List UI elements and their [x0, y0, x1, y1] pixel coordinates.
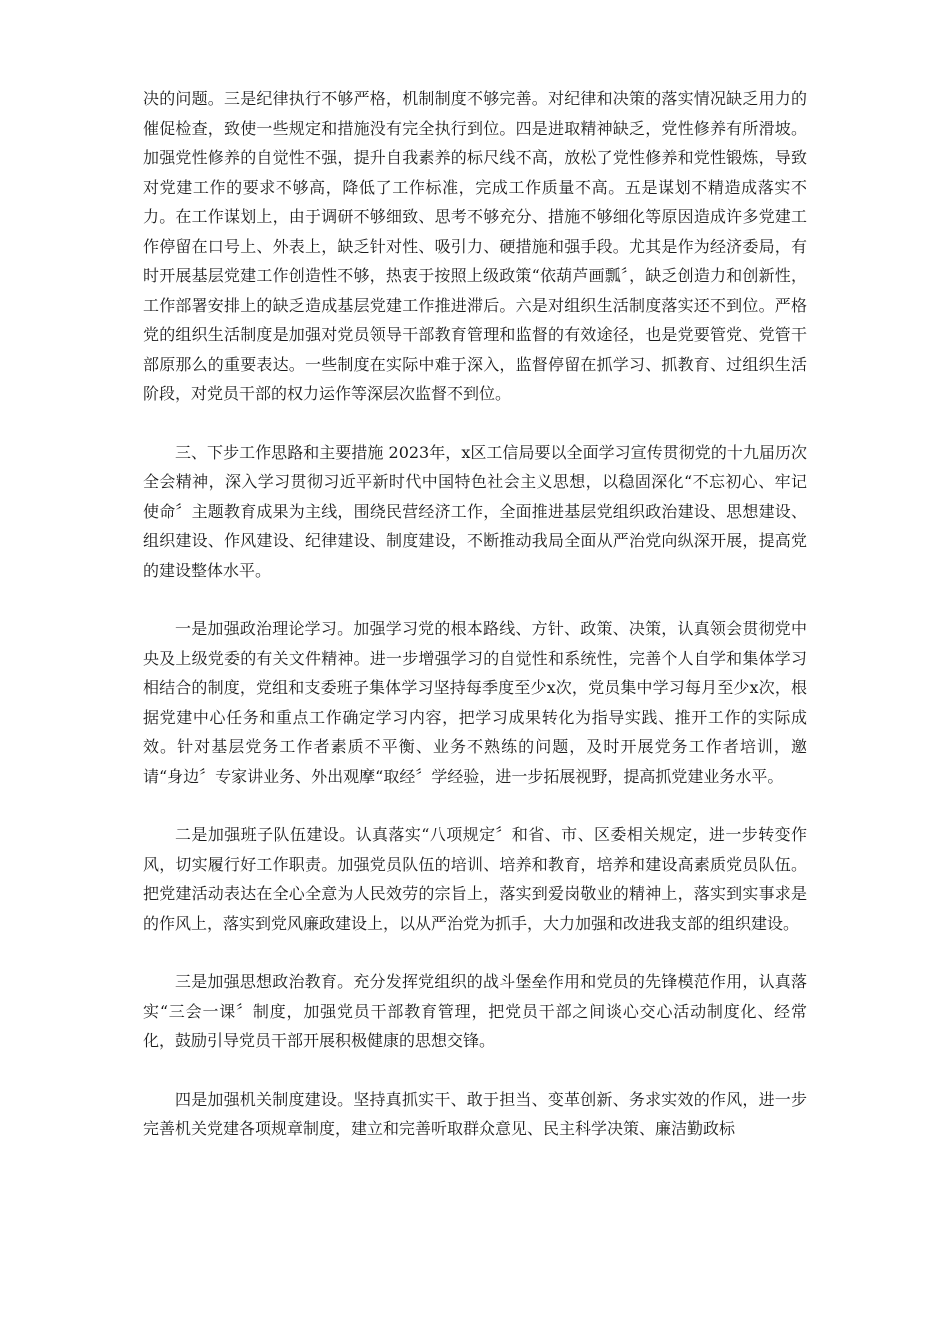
- paragraph-continuation: 决的问题。三是纪律执行不够严格，机制制度不够完善。对纪律和决策的落实情况缺乏用力的催促检查，致使一些规定和措施没有完全执行到位。四是进取精神缺乏，党性修养有所滑坡。加强党性修养的自觉性不强，提升自我素养的标尺线不高，放松了党性修养和党性锻炼，导致对党建工作的要求不够高，降低了工作标准，完成工作质量不高。五是谋划不精造成落实不力。在工作谋划上，由于调研不够细致、思考不够充分、措施不够细化等原因造成许多党建工作停留在口号上、外表上，缺乏针对性、吸引力、硬措施和强手段。尤其是作为经济委局，有时开展基层党建工作创造性不够，热衷于按照上级政策“依葫芦画瓢〞，缺乏创造力和创新性，工作部署安排上的缺乏造成基层党建工作推进滞后。六是对组织生活制度落实还不到位。严格党的组织生活制度是加强对党员领导干部教育管理和监督的有效途径，也是党要管党、党管干部原那么的重要表达。一些制度在实际中难于深入，监督停留在抓学习、抓教育、过组织生活阶段，对党员干部的权力运作等深层次监督不到位。: [143, 89, 807, 403]
- paragraph-section-three: 三、下步工作思路和主要措施 2023年，x区工信局要以全面学习宣传贯彻党的十九届历次全会精神，深入学习贯彻习近平新时代中国特色社会主义思想，以稳固深化“不忘初心、牢记使命〞主题教育成果为主线，围绕民营经济工作，全面推进基层党组织政治建设、思想建设、组织建设、作风建设、纪律建设、制度建设，不断推动我局全面从严治党向纵深开展，提高党的建设整体水平。: [143, 442, 807, 580]
- paragraph-measure-four: 四是加强机关制度建设。坚持真抓实干、敢于担当、变革创新、务求实效的作风，进一步完善机关党建各项规章制度，建立和完善听取群众意见、民主科学决策、廉洁勤政标: [143, 1089, 807, 1138]
- paragraph-measure-two: 二是加强班子队伍建设。认真落实“八项规定〞和省、市、区委相关规定，进一步转变作风，切实履行好工作职责。加强党员队伍的培训、培养和教育，培养和建设高素质党员队伍。把党建活动表达在全心全意为人民效劳的宗旨上，落实到爱岗敬业的精神上，落实到实事求是的作风上，落实到党风廉政建设上，以从严治党为抓手，大力加强和改进我支部的组织建设。: [143, 825, 807, 933]
- paragraph-measure-one: 一是加强政治理论学习。加强学习党的根本路线、方针、政策、决策，认真领会贯彻党中央及上级党委的有关文件精神。进一步增强学习的自觉性和系统性，完善个人自学和集体学习相结合的制度，党组和支委班子集体学习坚持每季度至少x次，党员集中学习每月至少x次，根据党建中心任务和重点工作确定学习内容，把学习成果转化为指导实践、推开工作的实际成效。针对基层党务工作者素质不平衡、业务不熟练的问题，及时开展党务工作者培训，邀请“身边〞专家讲业务、外出观摩“取经〞学经验，进一步拓展视野，提高抓党建业务水平。: [143, 619, 807, 786]
- paragraph-measure-three: 三是加强思想政治教育。充分发挥党组织的战斗堡垒作用和党员的先锋模范作用，认真落实“三会一课〞制度，加强党员干部教育管理，把党员干部之间谈心交心活动制度化、经常化，鼓励引导党员干部开展积极健康的思想交锋。: [143, 972, 807, 1050]
- document-body: [143, 84, 807, 1173]
